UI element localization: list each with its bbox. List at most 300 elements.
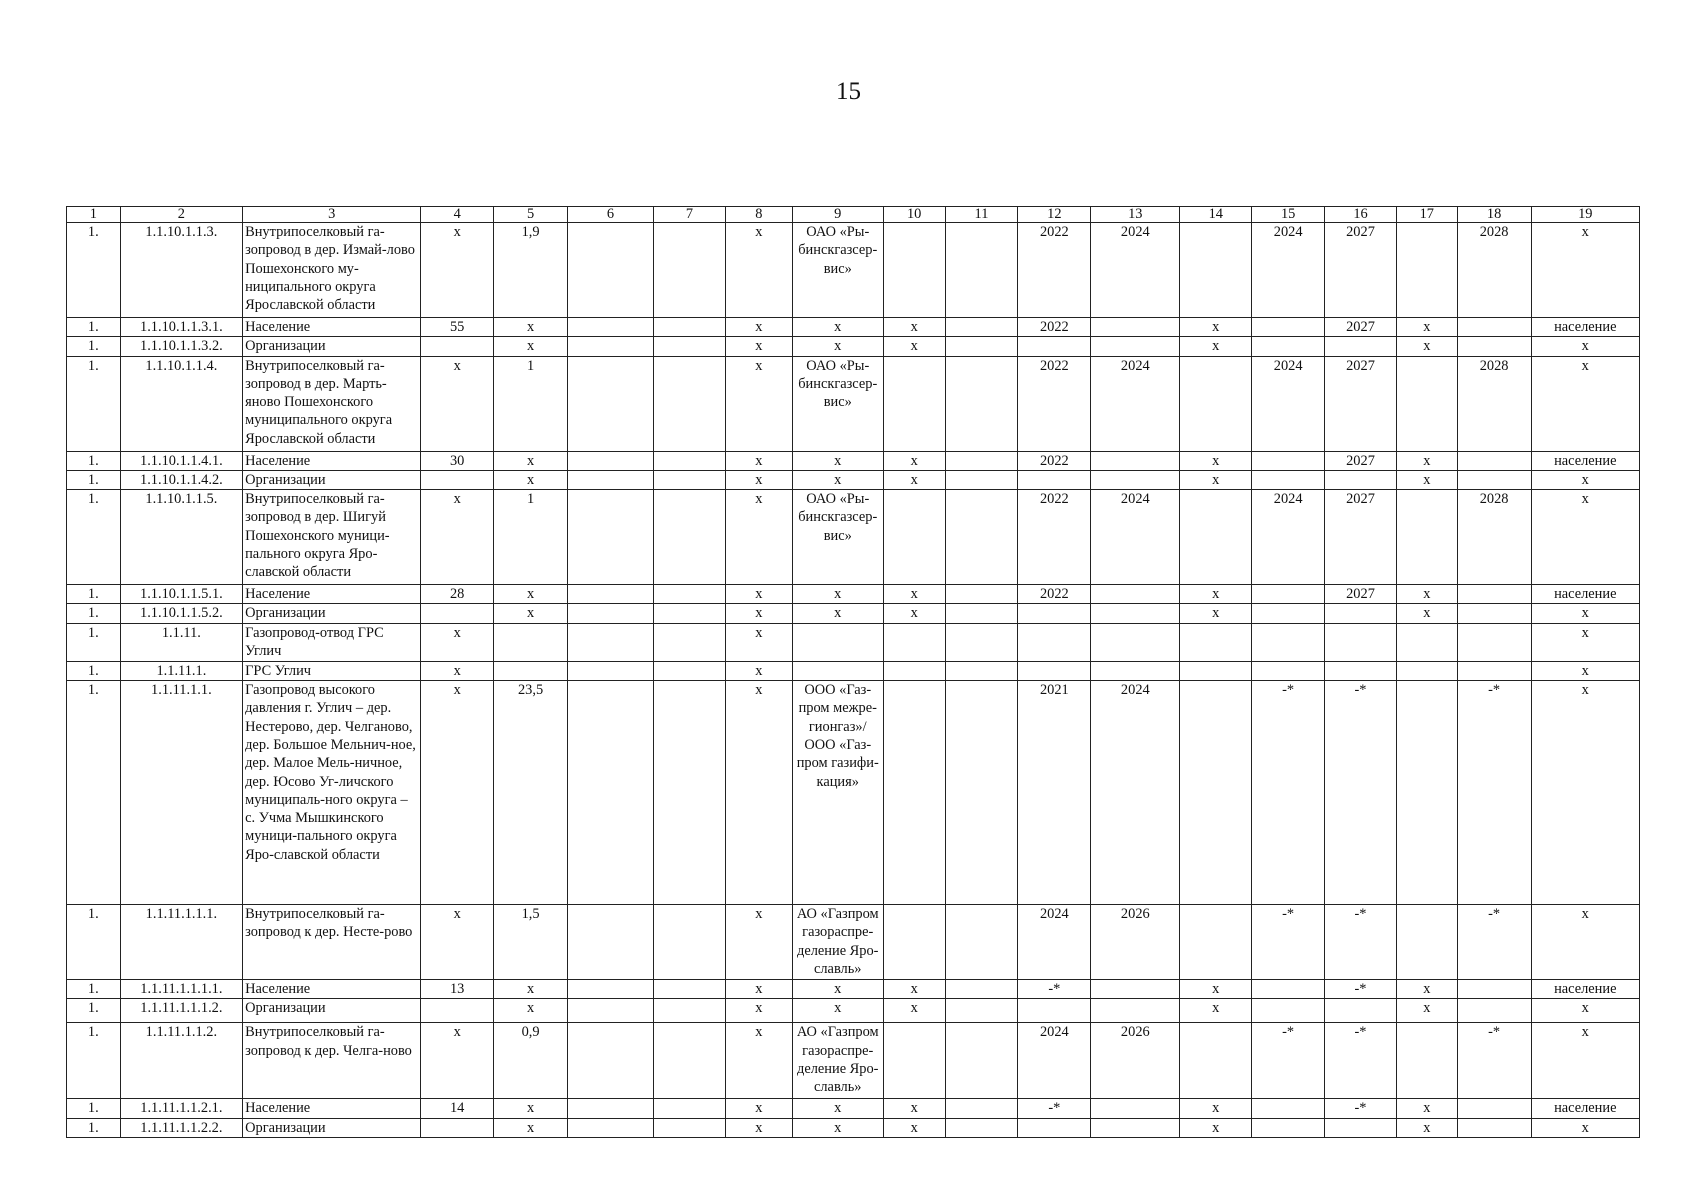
table-cell: x (792, 999, 883, 1023)
table-cell (1091, 623, 1180, 661)
table-cell: -* (1325, 1099, 1397, 1118)
column-number-cell: 17 (1396, 207, 1457, 223)
table-cell (945, 585, 1018, 604)
table-cell: 1.1.10.1.1.5.2. (120, 604, 242, 623)
table-cell: ООО «Газ-пром межре-гионгаз»/ ООО «Газ-пром газифи-кация» (792, 681, 883, 905)
table-cell: 1.1.10.1.1.3. (120, 223, 242, 318)
table-cell: 2024 (1018, 1023, 1091, 1099)
table-cell (568, 1099, 654, 1118)
table-cell: x (1531, 1023, 1639, 1099)
table-cell: x (1531, 356, 1639, 451)
table-cell: x (1396, 318, 1457, 337)
object-name-cell: Внутрипоселковый га-зопровод к дер. Челга-ново (243, 1023, 421, 1099)
table-cell (654, 905, 726, 980)
table-cell (883, 356, 945, 451)
table-cell: -* (1457, 1023, 1531, 1099)
table-cell: 2024 (1252, 356, 1325, 451)
page-number: 15 (836, 78, 861, 105)
table-cell (1018, 661, 1091, 680)
table-cell (945, 470, 1018, 489)
table-cell (1091, 999, 1180, 1023)
table-cell (792, 623, 883, 661)
table-cell: 2027 (1325, 490, 1397, 585)
table-cell (1252, 604, 1325, 623)
table-cell (1018, 623, 1091, 661)
table-cell (1457, 470, 1531, 489)
table-cell (1091, 604, 1180, 623)
table-cell: x (725, 681, 792, 905)
table-cell (568, 470, 654, 489)
table-cell: 55 (421, 318, 494, 337)
column-number-cell: 8 (725, 207, 792, 223)
table-row (67, 490, 1640, 585)
table-cell: 1. (67, 681, 121, 905)
table-cell: x (1396, 470, 1457, 489)
table-cell (654, 356, 726, 451)
table-cell: x (1531, 623, 1639, 661)
table-cell: x (494, 999, 568, 1023)
table-cell: x (1180, 337, 1252, 356)
table-cell (1091, 1118, 1180, 1137)
table-cell: x (883, 585, 945, 604)
table-cell (1018, 470, 1091, 489)
table-cell: x (1180, 585, 1252, 604)
table-cell: 1,5 (494, 905, 568, 980)
table-cell: 1.1.10.1.1.5.1. (120, 585, 242, 604)
table-cell: x (725, 1023, 792, 1099)
table-cell (421, 337, 494, 356)
table-cell: x (1396, 980, 1457, 999)
table-cell: 1. (67, 623, 121, 661)
table-cell (654, 1099, 726, 1118)
table-cell (568, 681, 654, 905)
table-cell: x (1396, 451, 1457, 470)
table-cell (568, 1023, 654, 1099)
table-row (67, 604, 1640, 623)
table-cell: -* (1018, 980, 1091, 999)
table-cell: x (494, 470, 568, 489)
table-cell (1252, 585, 1325, 604)
table-cell (1180, 1023, 1252, 1099)
table-cell: 13 (421, 980, 494, 999)
table-cell: 2028 (1457, 223, 1531, 318)
table-cell (945, 604, 1018, 623)
table-cell (568, 1118, 654, 1137)
table-cell: -* (1325, 980, 1397, 999)
table-cell (945, 451, 1018, 470)
table-cell: 1. (67, 1023, 121, 1099)
table-cell (1252, 1118, 1325, 1137)
table-cell (1396, 681, 1457, 905)
table-cell: x (725, 604, 792, 623)
table-cell: x (725, 661, 792, 680)
table-cell (421, 604, 494, 623)
table-cell: 1. (67, 604, 121, 623)
table-cell: 1.1.11.1.1.1.2. (120, 999, 242, 1023)
table-cell (945, 905, 1018, 980)
column-number-cell: 5 (494, 207, 568, 223)
table-cell (1457, 318, 1531, 337)
table-cell: 2022 (1018, 318, 1091, 337)
table-cell: 1.1.10.1.1.3.1. (120, 318, 242, 337)
table-cell: x (494, 337, 568, 356)
table-cell (421, 1118, 494, 1137)
table-cell (945, 337, 1018, 356)
table-cell: x (725, 1099, 792, 1118)
table-cell: x (883, 980, 945, 999)
table-cell (1396, 905, 1457, 980)
column-number-cell: 6 (568, 207, 654, 223)
table-cell: x (421, 681, 494, 905)
column-number-cell: 7 (654, 207, 726, 223)
table-cell: x (421, 223, 494, 318)
object-name-cell: Газопровод-отвод ГРС Углич (243, 623, 421, 661)
table-cell: x (421, 1023, 494, 1099)
table-cell (421, 999, 494, 1023)
table-cell: 1. (67, 1118, 121, 1137)
column-number-cell: 11 (945, 207, 1018, 223)
table-cell (945, 1118, 1018, 1137)
table-cell: x (494, 1118, 568, 1137)
table-cell: 2022 (1018, 451, 1091, 470)
table-cell (654, 470, 726, 489)
column-number-cell: 2 (120, 207, 242, 223)
table-row (67, 451, 1640, 470)
table-cell (883, 223, 945, 318)
table-cell: 30 (421, 451, 494, 470)
table-cell (654, 1023, 726, 1099)
table-cell: 2024 (1091, 223, 1180, 318)
table-cell: 1 (494, 490, 568, 585)
table-cell: 1. (67, 585, 121, 604)
table-cell (654, 490, 726, 585)
table-cell (1091, 451, 1180, 470)
table-cell: население (1531, 980, 1639, 999)
table-row (67, 623, 1640, 661)
table-row (67, 681, 1640, 905)
table-cell: x (1180, 604, 1252, 623)
table-cell (1180, 223, 1252, 318)
table-cell (654, 1118, 726, 1137)
table-cell (1091, 661, 1180, 680)
table-cell: x (421, 356, 494, 451)
object-name-cell: Внутрипоселковый га-зопровод в дер. Шигуй Пошехонского муници-пального округа Яро-славской области (243, 490, 421, 585)
table-cell: 2021 (1018, 681, 1091, 905)
table-cell: 1,9 (494, 223, 568, 318)
table-cell: 2026 (1091, 905, 1180, 980)
table-cell: 1. (67, 905, 121, 980)
table-cell: x (725, 223, 792, 318)
table-cell (1252, 623, 1325, 661)
table-cell: x (1180, 1099, 1252, 1118)
table-cell (1396, 623, 1457, 661)
table-cell (1325, 999, 1397, 1023)
table-cell (945, 490, 1018, 585)
table-cell: x (725, 585, 792, 604)
table-cell: x (1396, 999, 1457, 1023)
table-cell (1396, 490, 1457, 585)
table-cell (1091, 470, 1180, 489)
table-cell: x (792, 1118, 883, 1137)
table-cell (568, 604, 654, 623)
table-cell (654, 681, 726, 905)
table-cell (1180, 623, 1252, 661)
table-cell: 1. (67, 980, 121, 999)
table-cell: -* (1325, 905, 1397, 980)
table-cell: x (421, 623, 494, 661)
table-cell: x (1531, 905, 1639, 980)
table-cell: x (1180, 1118, 1252, 1137)
table-cell: -* (1252, 905, 1325, 980)
table-row (67, 1099, 1640, 1118)
table-cell (654, 223, 726, 318)
table-cell: 2024 (1252, 490, 1325, 585)
object-name-cell: Внутрипоселковый га-зопровод к дер. Несте-рово (243, 905, 421, 980)
table-cell: x (792, 451, 883, 470)
table-cell (568, 661, 654, 680)
table-cell (568, 623, 654, 661)
table-cell: -* (1252, 1023, 1325, 1099)
column-number-cell: 9 (792, 207, 883, 223)
object-name-cell: Население (243, 585, 421, 604)
table-row (67, 905, 1640, 980)
table-cell: АО «Газпром газораспре-деление Яро-славль» (792, 905, 883, 980)
table-cell: x (725, 470, 792, 489)
data-table (66, 206, 1640, 1138)
table-cell (568, 318, 654, 337)
table-cell (568, 223, 654, 318)
table-cell (568, 585, 654, 604)
table-cell: x (883, 1099, 945, 1118)
table-cell (945, 999, 1018, 1023)
table-cell (654, 980, 726, 999)
table-cell: x (883, 1118, 945, 1137)
table-cell: население (1531, 318, 1639, 337)
table-cell (1018, 999, 1091, 1023)
table-cell (1325, 604, 1397, 623)
table-cell (1325, 623, 1397, 661)
table-cell: x (1531, 999, 1639, 1023)
table-cell: 2022 (1018, 356, 1091, 451)
table-cell: 0,9 (494, 1023, 568, 1099)
table-cell (945, 223, 1018, 318)
object-name-cell: Организации (243, 470, 421, 489)
table-cell: 28 (421, 585, 494, 604)
table-cell (945, 980, 1018, 999)
table-cell (1180, 356, 1252, 451)
table-cell (568, 999, 654, 1023)
table-cell: -* (1457, 905, 1531, 980)
table-row (67, 337, 1640, 356)
column-number-cell: 10 (883, 207, 945, 223)
table-cell: 1.1.10.1.1.4.2. (120, 470, 242, 489)
table-cell (1091, 318, 1180, 337)
table-cell (1457, 451, 1531, 470)
table-cell (1325, 661, 1397, 680)
table-cell: x (883, 451, 945, 470)
table-cell: население (1531, 451, 1639, 470)
table-cell: x (725, 490, 792, 585)
table-cell (494, 623, 568, 661)
table-cell (1457, 604, 1531, 623)
table-cell: x (1396, 585, 1457, 604)
object-name-cell: Газопровод высокого давления г. Углич – дер. Нестерово, дер. Челганово, дер. Большое Мельнич-ное, дер. Малое Мель-ничное, дер. Юсово Уг-личского муниципаль-ного округа – с. Учма Мышкинского муници-пального округа Яро-славской области (243, 681, 421, 905)
table-cell (883, 1023, 945, 1099)
table-cell (1252, 661, 1325, 680)
table-cell: -* (1018, 1099, 1091, 1118)
table-cell: ОАО «Ры-бинскгазсер-вис» (792, 223, 883, 318)
table-cell: x (1396, 1118, 1457, 1137)
table-cell (1252, 980, 1325, 999)
table-cell: x (725, 318, 792, 337)
table-cell (1180, 490, 1252, 585)
table-cell: x (1396, 337, 1457, 356)
table-cell: 2027 (1325, 223, 1397, 318)
table-cell: 1.1.11.1.1.2.1. (120, 1099, 242, 1118)
table-cell: -* (1252, 681, 1325, 905)
table-cell: x (792, 585, 883, 604)
table-cell (568, 490, 654, 585)
table-cell: x (1180, 980, 1252, 999)
table-cell (1457, 1118, 1531, 1137)
table-cell: x (494, 585, 568, 604)
table-cell: x (792, 1099, 883, 1118)
table-cell: 1.1.11.1.1.2.2. (120, 1118, 242, 1137)
object-name-cell: Организации (243, 604, 421, 623)
object-name-cell: Население (243, 451, 421, 470)
table-cell: -* (1325, 681, 1397, 905)
table-cell: 1.1.10.1.1.5. (120, 490, 242, 585)
table-cell: 1. (67, 337, 121, 356)
table-cell (883, 681, 945, 905)
table-row (67, 980, 1640, 999)
table-cell: x (1531, 661, 1639, 680)
table-cell (1252, 451, 1325, 470)
table-cell: x (1531, 470, 1639, 489)
column-number-cell: 18 (1457, 207, 1531, 223)
table-cell (1396, 661, 1457, 680)
column-number-row (67, 207, 1640, 223)
table-cell (945, 356, 1018, 451)
table-cell (421, 470, 494, 489)
table-row (67, 470, 1640, 489)
table-cell: x (494, 1099, 568, 1118)
object-name-cell: Организации (243, 1118, 421, 1137)
table-cell (1180, 661, 1252, 680)
table-cell (1091, 585, 1180, 604)
table-cell (1396, 356, 1457, 451)
table-cell: x (1180, 451, 1252, 470)
table-cell (654, 623, 726, 661)
table-cell: 2026 (1091, 1023, 1180, 1099)
object-name-cell: Население (243, 1099, 421, 1118)
table-row (67, 223, 1640, 318)
table-cell (494, 661, 568, 680)
table-cell: x (1531, 604, 1639, 623)
table-cell: x (1531, 337, 1639, 356)
table-cell: x (421, 905, 494, 980)
table-cell: 1.1.10.1.1.3.2. (120, 337, 242, 356)
table-cell: x (792, 470, 883, 489)
column-number-cell: 4 (421, 207, 494, 223)
table-cell (945, 1023, 1018, 1099)
table-cell: x (1180, 318, 1252, 337)
table-cell (1252, 337, 1325, 356)
table-cell: 1.1.11.1.1.1. (120, 905, 242, 980)
table-cell: x (883, 318, 945, 337)
table-cell: x (883, 604, 945, 623)
table-cell (945, 681, 1018, 905)
table-cell: 1.1.11.1.1.1.1. (120, 980, 242, 999)
table-cell: x (1396, 604, 1457, 623)
table-cell: 2024 (1252, 223, 1325, 318)
table-cell: 1. (67, 999, 121, 1023)
table-cell (1457, 980, 1531, 999)
table-cell: 1. (67, 490, 121, 585)
object-name-cell: Организации (243, 337, 421, 356)
object-name-cell: ГРС Углич (243, 661, 421, 680)
table-cell: x (883, 999, 945, 1023)
table-cell: 2022 (1018, 585, 1091, 604)
table-cell: x (1180, 470, 1252, 489)
table-cell (654, 451, 726, 470)
table-cell: x (883, 337, 945, 356)
table-cell: 1. (67, 223, 121, 318)
table-cell: 2022 (1018, 223, 1091, 318)
table-cell: x (725, 623, 792, 661)
table-cell: 1. (67, 356, 121, 451)
table-cell: -* (1325, 1023, 1397, 1099)
object-name-cell: Внутрипоселковый га-зопровод в дер. Марть-яново Пошехонского муниципального округа Ярославской области (243, 356, 421, 451)
table-cell (1180, 905, 1252, 980)
table-cell: 1. (67, 451, 121, 470)
table-cell (568, 451, 654, 470)
table-cell (1457, 623, 1531, 661)
table-row (67, 661, 1640, 680)
table-cell (654, 585, 726, 604)
table-cell: 1.1.11.1.1. (120, 681, 242, 905)
column-number-cell: 14 (1180, 207, 1252, 223)
table-cell (1325, 470, 1397, 489)
table-cell: 1.1.10.1.1.4. (120, 356, 242, 451)
table-cell (568, 980, 654, 999)
table-cell: x (725, 905, 792, 980)
table-cell (945, 623, 1018, 661)
table-cell (654, 661, 726, 680)
table-cell: x (725, 337, 792, 356)
table-cell: 1. (67, 318, 121, 337)
object-name-cell: Внутрипоселковый га-зопровод в дер. Измай-лово Пошехонского му-ниципального округа Ярославской области (243, 223, 421, 318)
column-number-cell: 15 (1252, 207, 1325, 223)
table-cell: x (494, 318, 568, 337)
table-cell (883, 661, 945, 680)
table-cell (1457, 585, 1531, 604)
table-cell (1457, 999, 1531, 1023)
table-cell: x (494, 980, 568, 999)
table-cell: 2028 (1457, 490, 1531, 585)
table-cell: x (1396, 1099, 1457, 1118)
table-cell: x (1531, 490, 1639, 585)
table-cell (945, 318, 1018, 337)
table-cell (883, 490, 945, 585)
table-cell (792, 661, 883, 680)
table-cell (654, 337, 726, 356)
table-row (67, 1023, 1640, 1099)
table-row (67, 1118, 1640, 1137)
table-cell (945, 1099, 1018, 1118)
column-number-cell: 13 (1091, 207, 1180, 223)
table-cell: x (883, 470, 945, 489)
